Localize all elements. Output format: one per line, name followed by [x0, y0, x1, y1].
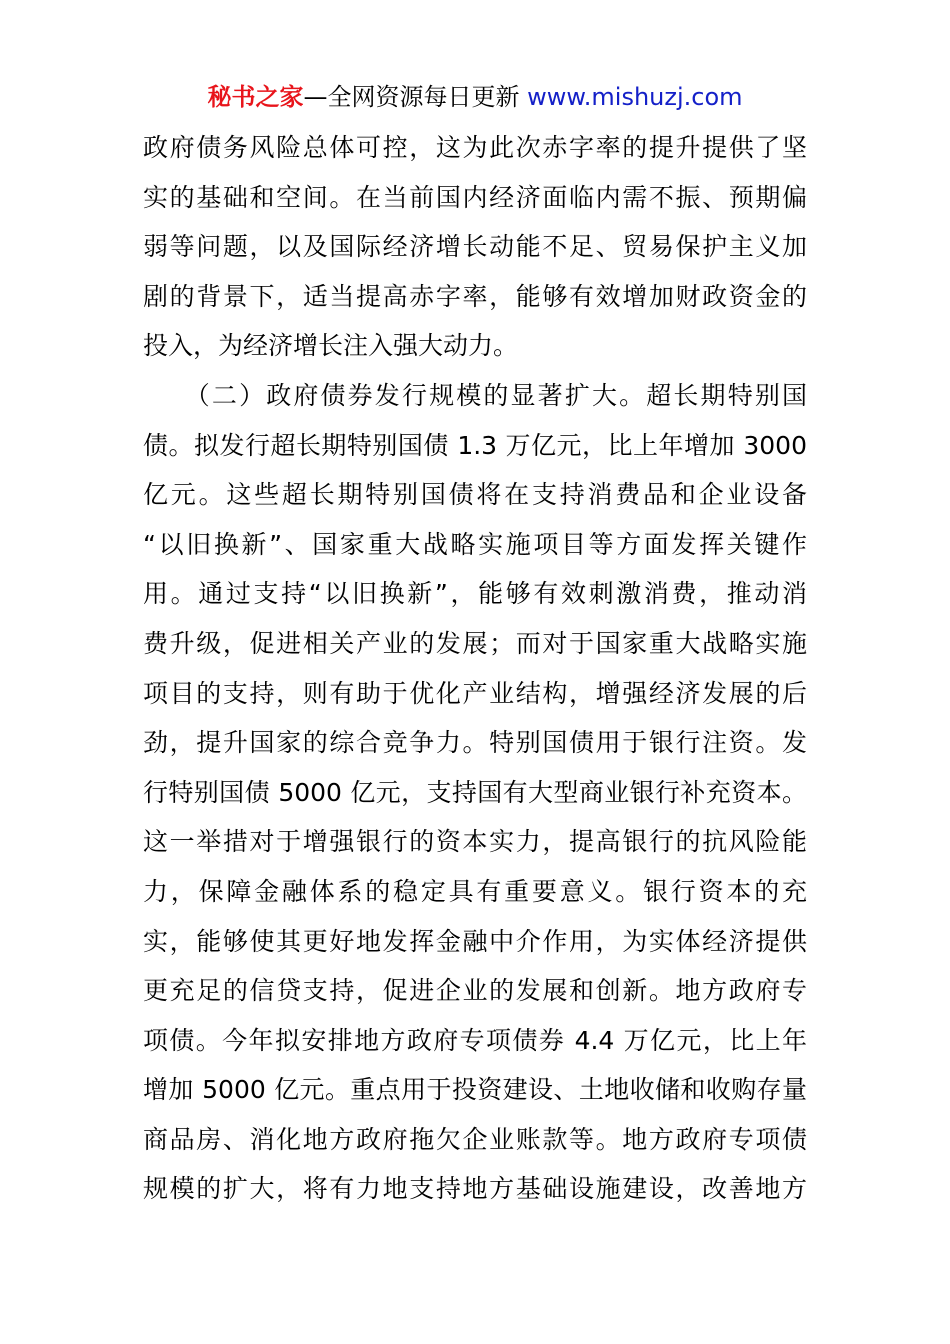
text-line: 规模的扩大，将有力地支持地方基础设施建设，改善地方	[143, 1174, 807, 1204]
text-line: 这一举措对于增强银行的资本实力，提高银行的抗风险能	[143, 827, 807, 857]
text-line: 债。拟发行超长期特别国债 1.3 万亿元，比上年增加 3000	[143, 430, 807, 460]
text-line: 行特别国债 5000 亿元，支持国有大型商业银行补充资本。	[143, 777, 807, 807]
page-header	[0, 80, 950, 114]
document-body	[143, 123, 807, 1214]
header-tagline: —全网资源每日更新	[303, 83, 528, 111]
text-line: 力，保障金融体系的稳定具有重要意义。银行资本的充	[143, 876, 807, 906]
text-line: 项债。今年拟安排地方政府专项债券 4.4 万亿元，比上年	[143, 1025, 807, 1055]
text-line: 商品房、消化地方政府拖欠企业账款等。地方政府专项债	[143, 1124, 807, 1154]
text-line: （二）政府债券发行规模的显著扩大。超长期特别国	[143, 380, 807, 410]
text-line: 用。通过支持“以旧换新”，能够有效刺激消费，推动消	[143, 579, 807, 609]
text-line: 政府债务风险总体可控，这为此次赤字率的提升提供了坚	[143, 133, 807, 162]
text-line: 投入，为经济增长注入强大动力。	[143, 331, 519, 361]
text-line: 实的基础和空间。在当前国内经济面临内需不振、预期偏	[143, 182, 807, 212]
text-line: 亿元。这些超长期特别国债将在支持消费品和企业设备	[143, 480, 807, 510]
text-line: 劲，提升国家的综合竞争力。特别国债用于银行注资。发	[143, 728, 807, 758]
text-line: 增加 5000 亿元。重点用于投资建设、土地收储和收购存量	[143, 1075, 807, 1105]
text-line: 更充足的信贷支持，促进企业的发展和创新。地方政府专	[143, 976, 807, 1006]
text-line: 费升级，促进相关产业的发展；而对于国家重大战略实施	[143, 628, 807, 658]
text-line: 项目的支持，则有助于优化产业结构，增强经济发展的后	[143, 678, 807, 708]
text-line: 剧的背景下，适当提高赤字率，能够有效增加财政资金的	[143, 281, 807, 311]
text-line: 实，能够使其更好地发挥金融中介作用，为实体经济提供	[143, 926, 807, 956]
text-line: “以旧换新”、国家重大战略实施项目等方面发挥关键作	[143, 529, 807, 559]
site-url[interactable]: www.mishuzj.com	[527, 83, 743, 111]
brand-name: 秘书之家	[207, 83, 304, 111]
text-line: 弱等问题，以及国际经济增长动能不足、贸易保护主义加	[143, 232, 807, 262]
